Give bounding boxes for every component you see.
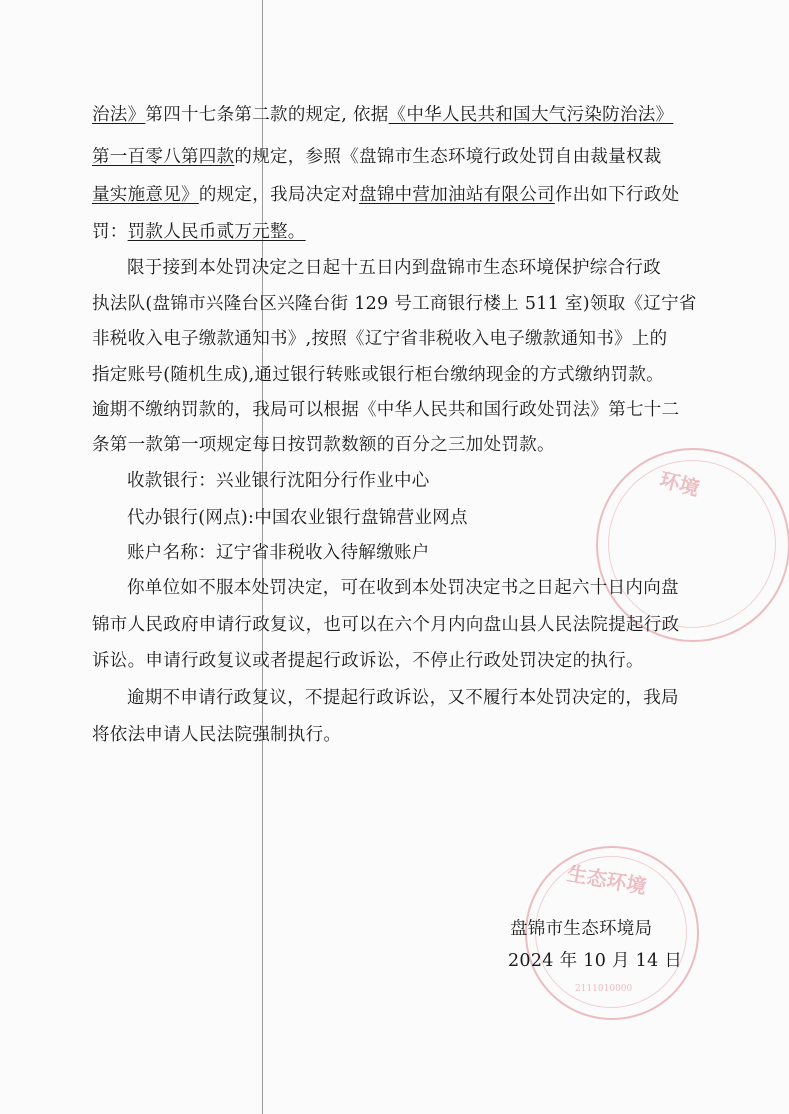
para2-line1: 限于接到本处罚决定之日起十五日内到盘锦市生态环境保护综合行政 <box>127 258 661 278</box>
para4-line2: 将依法申请人民法院强制执行。 <box>92 725 342 745</box>
issuing-authority: 盘锦市生态环境局 <box>510 919 653 939</box>
para2-line3: 非税收入电子缴款通知书》,按照《辽宁省非税收入电子缴款通知书》上的 <box>92 329 668 349</box>
para2-line4: 指定账号(随机生成),通过银行转账或银行柜台缴纳现金的方式缴纳罚款。 <box>92 365 664 385</box>
para1-line2: 第一百零八第四款的规定，参照《盘锦市生态环境行政处罚自由裁量权裁 <box>92 147 662 167</box>
account-name: 账户名称：辽宁省非税收入待解缴账户 <box>127 543 430 563</box>
penalty-amount: 罚款人民币贰万元整。 <box>127 222 306 242</box>
para3-line1: 你单位如不服本处罚决定，可在收到本处罚决定书之日起六十日内向盘 <box>127 578 679 598</box>
para1-line4: 罚：罚款人民币贰万元整。 <box>92 222 306 242</box>
para1-line3: 量实施意见》的规定，我局决定对盘锦中营加油站有限公司作出如下行政处 <box>92 185 680 205</box>
para2-line6: 条第一款第一项规定每日按罚款数额的百分之三加处罚款。 <box>92 435 555 455</box>
payee-bank: 收款银行：兴业银行沈阳分行作业中心 <box>127 471 430 491</box>
para2-line2: 执法队(盘锦市兴隆台区兴隆台街 129 号工商银行楼上 511 室)领取《辽宁省 <box>92 294 697 314</box>
agent-bank: 代办银行(网点):中国农业银行盘锦营业网点 <box>127 508 468 528</box>
para3-line3: 诉讼。申请行政复议或者提起行政诉讼，不停止行政处罚决定的执行。 <box>92 651 644 671</box>
seal-bottom-number: 2111010000 <box>575 984 633 994</box>
para4-line1: 逾期不申请行政复议，不提起行政诉讼，又不履行本处罚决定的，我局 <box>127 688 679 708</box>
seal-top-text: 环境 <box>657 467 703 501</box>
para2-line5: 逾期不缴纳罚款的，我局可以根据《中华人民共和国行政处罚法》第七十二 <box>92 400 680 420</box>
para1-line1: 治法》第四十七条第二款的规定, 依据《中华人民共和国大气污染防治法》 <box>92 105 674 125</box>
issue-date: 2024 年 10 月 14 日 <box>508 951 683 971</box>
seal-bottom-text: 生态环境 <box>565 861 649 899</box>
para3-line2: 锦市人民政府申请行政复议，也可以在六个月内向盘山县人民法院提起行政 <box>92 615 680 635</box>
